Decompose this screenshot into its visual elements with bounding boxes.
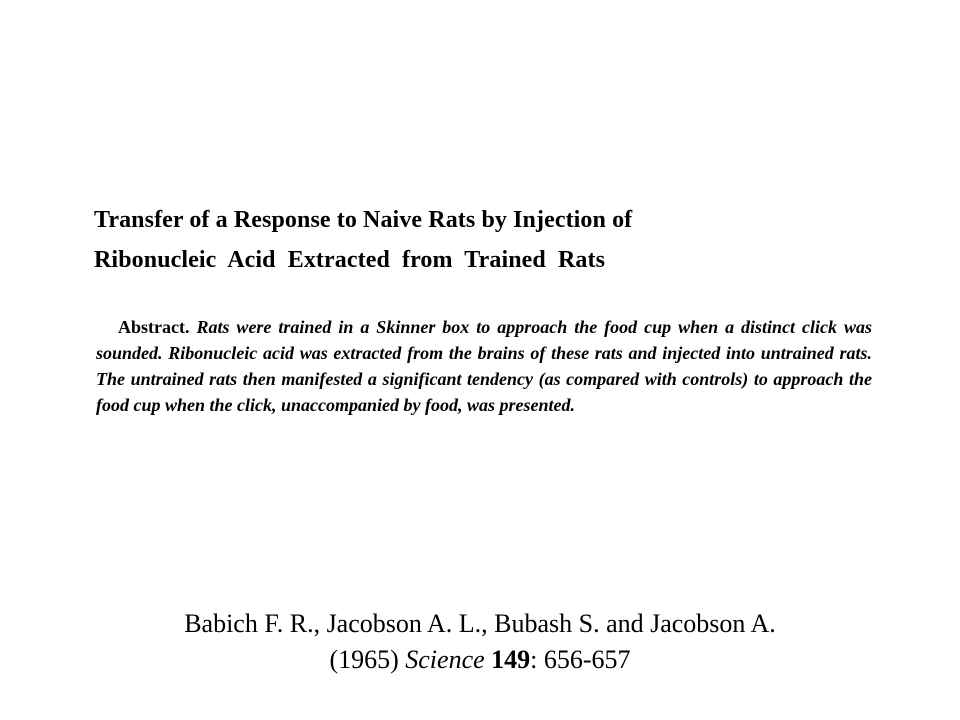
citation-authors: Babich F. R., Jacobson A. L., Bubash S. and Jacobson A. bbox=[184, 609, 776, 638]
citation-journal: Science bbox=[405, 645, 485, 674]
citation-year: (1965) bbox=[329, 645, 399, 674]
citation-volume: 149 bbox=[491, 645, 531, 674]
abstract-label: Abstract. bbox=[118, 317, 190, 337]
paper-title-line-2: Ribonucleic Acid Extracted from Trained Rats bbox=[94, 247, 606, 273]
citation-source bbox=[0, 642, 960, 678]
paper-title-line-1: Transfer of a Response to Naive Rats by Injection of bbox=[94, 207, 633, 233]
paper-abstract bbox=[96, 314, 872, 418]
abstract-text: Rats were trained in a Skinner box to approach the food cup when a distinct click was sounded. Ribonucleic acid was extracted from the brains of these rats and injected into untrained rats. The untrained rats then manifested a significant tendency (as compared with controls) to approach the food cup when the click, unaccompanied by food, was presented. bbox=[96, 317, 872, 415]
citation-pages: : 656-657 bbox=[530, 645, 631, 674]
citation bbox=[0, 606, 960, 678]
